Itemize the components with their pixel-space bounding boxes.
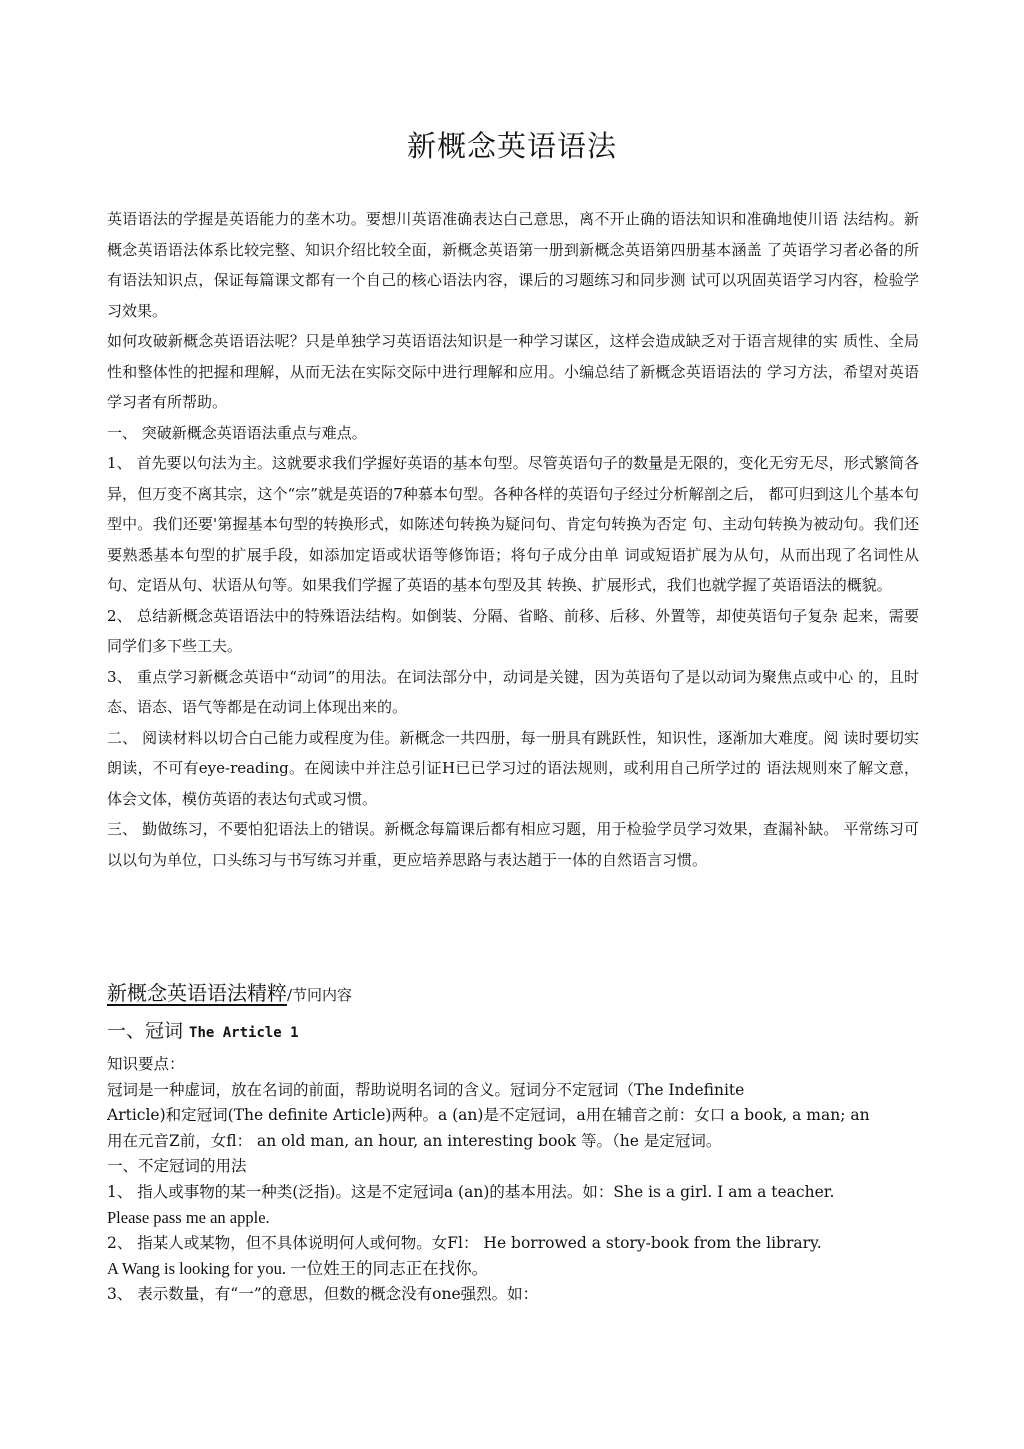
section-subheading <box>107 1014 919 1050</box>
grammar-section <box>107 978 919 1307</box>
paragraph: 如何攻破新概念英语语法呢？只是单独学习英语语法知识是一种学习谋区，这样会造成缺乏对于语言规律的实 质性、全局性和整体性的把握和理解，从而无法在实际交际中进行理解和应用。小编总结了新概念英语语法的 学习方法，希望对英语学习者有所帮助。 <box>107 332 919 411</box>
paragraph: 二、 阅读材料以切合白己能力或程度为佳。新概念一共四册，每一册具有跳跃性，知识性，逐渐加大难度。阅 读时要切实朗读，不可有eye-reading。在阅读中并注总引证H已已学习过的语法规则，或利用自己所学过的 语法规则來了解文意，体会文体，模仿英语的表达句式或习惯。 <box>107 728 919 808</box>
text-line: 1、 指人或事物的某一种类(泛指)。这是不定冠词a (an)的基本用法。如：She is a girl. I am a teacher. <box>107 1182 835 1201</box>
intro-text <box>107 204 919 875</box>
paragraph: 3、 重点学习新概念英语中“动词”的用法。在词法部分中，动词是关键，因为英语句了是以动词为聚焦点或中心 的，且时态、语态、语气等都是在动词上体现出来的。 <box>107 667 919 716</box>
section-heading <box>107 978 919 1010</box>
paragraph: 2、 总结新概念英语语法中的特殊语法结构。如倒装、分隔、省略、前移、后移、外置等，却使英语句子复杂 起来，需要同学们多下些工夫。 <box>107 606 919 655</box>
text-line: A Wang is looking for you. 一位姓王的同志正在找你。 <box>107 1259 489 1278</box>
subheading-english: The Article 1 <box>189 1025 299 1041</box>
paragraph: 一、 突破新概念英语语法重点与难点。 <box>107 423 367 442</box>
text-line: 用在元音Z前，女fl： an old man, an hour, an interesting book 等。（he 是定冠词。 <box>107 1131 722 1150</box>
paragraph: 三、 勤做练习，不要怕犯语法上的错误。新概念每篇课后都有相应习题，用于检验学员学习效果，查漏补缺。 平常练习可以以句为单位，口头练习与书写练习并重，更应培养思路与表达趙于一体的自然语言习惯。 <box>107 820 919 869</box>
subheading-chinese: 一、冠词 <box>107 1020 184 1042</box>
text-line: 2、 指某人或某物，但不具体说明何人或何物。女Fl： He borrowed a story-book from the library. <box>107 1233 822 1252</box>
text-line: 冠词是一种虚词，放在名词的前面，帮助说明名词的含义。冠词分不定冠词（The Indefinite <box>107 1080 745 1099</box>
page-title: 新概念英语语法 <box>406 129 617 163</box>
text-line: 3、 表示数量，有“一”的意思，但数的概念没有one强烈。如： <box>107 1284 539 1303</box>
paragraph: 1、 首先要以句法为主。这就要求我们学握好英语的基本句型。尽管英语句子的数量是无限的，变化无穷无尽，形式繁简各异，但万变不离其宗，这个“宗”就是英语的7种慕本句型。各种各样的英语句子经过分析解剖之后， 都可归到这儿个基本句型中。我们还要'第握基本句型的转换形式，如陈述句转换为疑问句、肯定句转换为否定 句、主动句转换为被动句。我们还要熟悉基本句型的扩展手段，如添加定语或状语等修饰语；将句子成分由单 词或短语扩展为从句，从而出现了名词性从句、定语从句、状语从句等。如果我们学握了英语的基本句型及其 转换、扩展形式，我们也就学握了英语语法的概貌。 <box>107 454 919 594</box>
section-lines <box>107 1052 919 1307</box>
text-line: 一、不定冠词的用法 <box>107 1157 247 1175</box>
text-line: 知识要点： <box>107 1055 185 1073</box>
section-heading-suffix: /节冋内容 <box>287 986 353 1004</box>
section-heading-main: 新概念英语语法精粹 <box>107 981 287 1005</box>
text-line: Article)和定冠词(The definite Article)两种。a (an)是不定冠词，a用在辅音之前：女口 a book, a man; an <box>107 1106 870 1124</box>
text-line: Please pass me an apple. <box>107 1208 270 1227</box>
paragraph: 英语语法的学握是英语能力的垄木功。要想川英语准确表达白己意思，离不开止确的语法知识和准确地使川语 法结构。新概念英语语法体系比较完整、知识介绍比较全面，新概念英语第一册到新概念英语第四册基本涵盖 了英语学习者必备的所有语法知识点，保证每篇课文都有一个自己的核心语法内容，课后的习题练习和同步测 试可以巩固英语学习内容，检验学习效果。 <box>107 210 919 320</box>
